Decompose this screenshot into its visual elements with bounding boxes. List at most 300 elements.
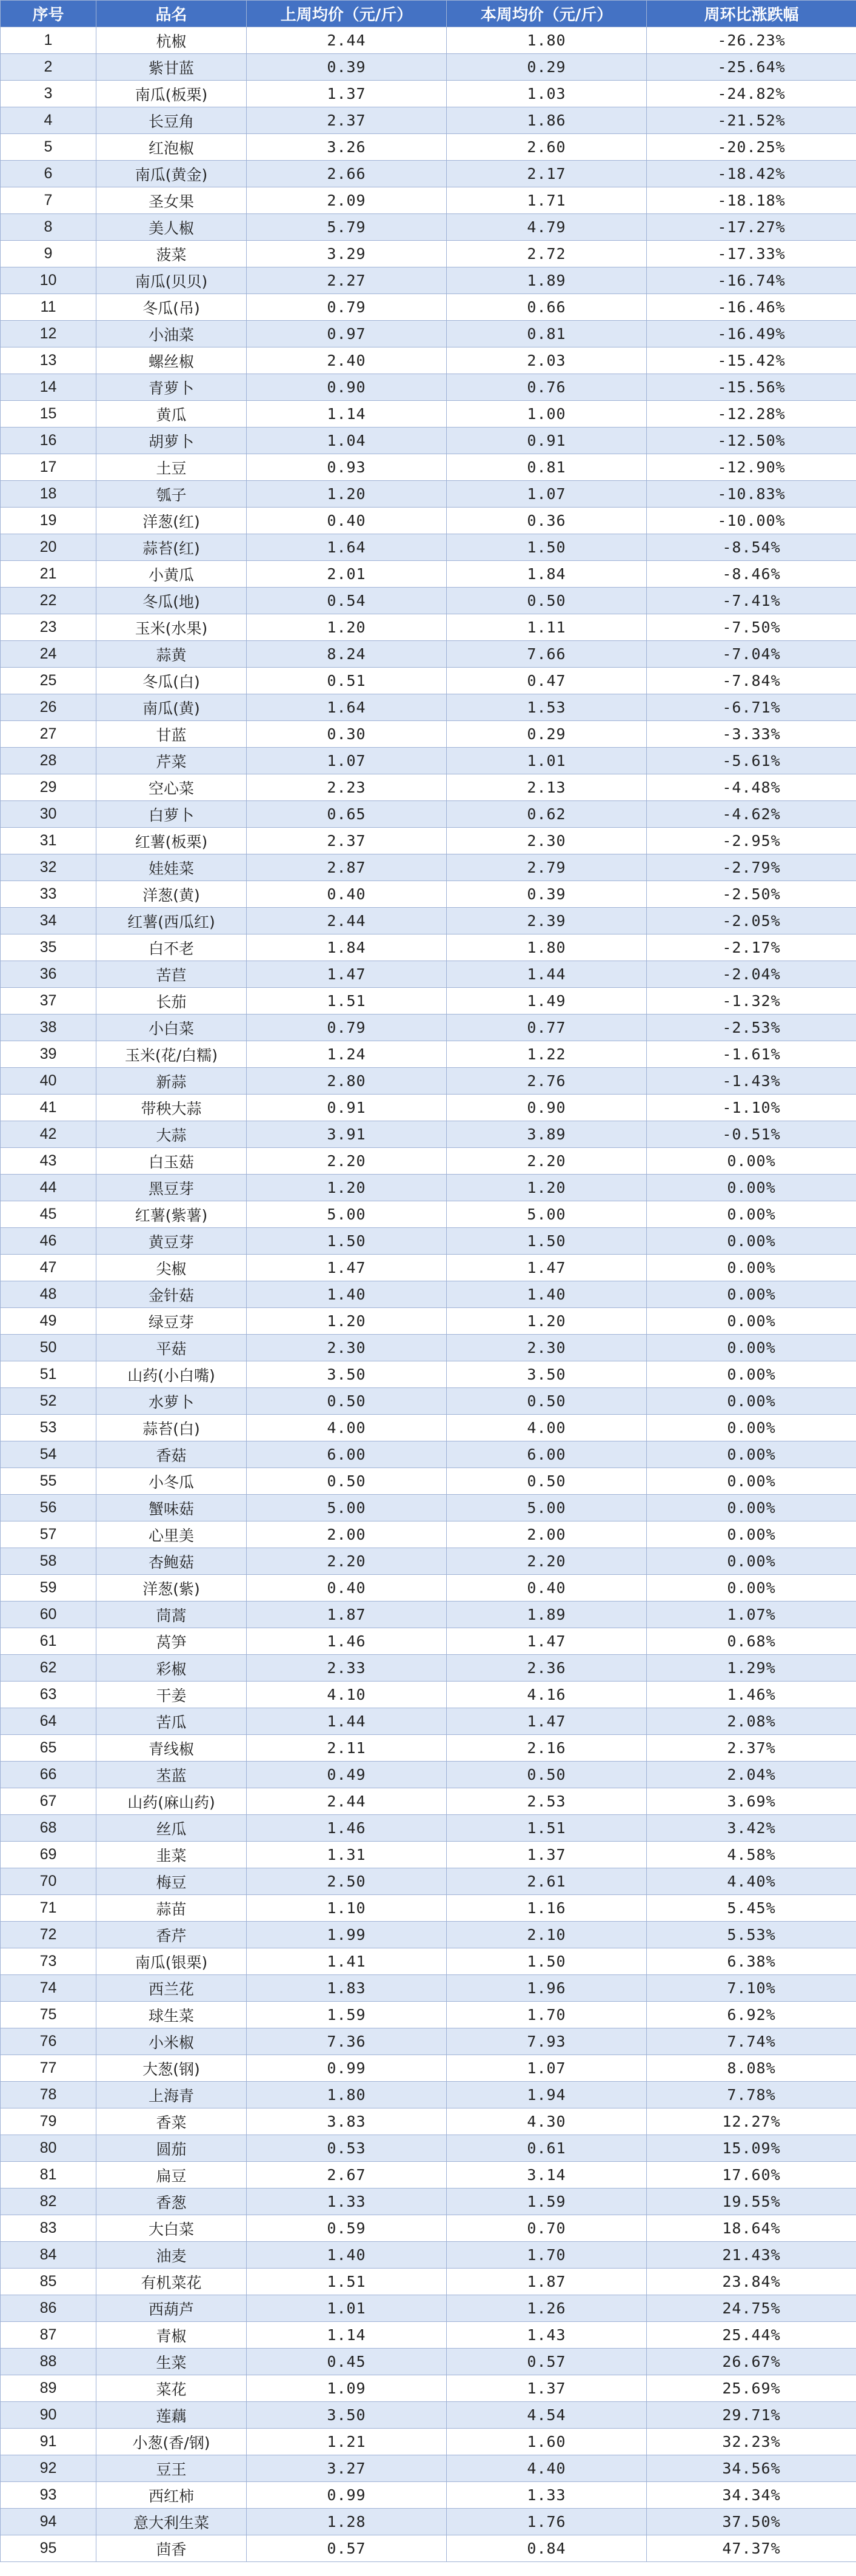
cell-seq: 18 xyxy=(1,481,96,508)
cell-seq: 31 xyxy=(1,828,96,854)
cell-last-week-price: 1.04 xyxy=(247,428,447,454)
table-row xyxy=(1,1521,856,1548)
cell-this-week-price: 2.79 xyxy=(447,854,647,881)
cell-last-week-price: 0.97 xyxy=(247,321,447,347)
cell-last-week-price: 1.51 xyxy=(247,988,447,1015)
cell-this-week-price: 1.03 xyxy=(447,81,647,107)
cell-change-pct: -4.62% xyxy=(647,801,856,828)
cell-seq: 6 xyxy=(1,161,96,187)
cell-this-week-price: 0.81 xyxy=(447,454,647,481)
cell-change-pct: 0.00% xyxy=(647,1361,856,1388)
cell-seq: 10 xyxy=(1,267,96,294)
cell-last-week-price: 1.09 xyxy=(247,2375,447,2402)
table-row xyxy=(1,2402,856,2429)
cell-this-week-price: 1.16 xyxy=(447,1895,647,1922)
table-row xyxy=(1,1121,856,1148)
cell-change-pct: 0.00% xyxy=(647,1548,856,1575)
cell-this-week-price: 0.91 xyxy=(447,428,647,454)
table-row xyxy=(1,828,856,854)
table-row xyxy=(1,454,856,481)
cell-seq: 77 xyxy=(1,2055,96,2082)
cell-change-pct: 26.67% xyxy=(647,2349,856,2375)
cell-change-pct: 1.29% xyxy=(647,1655,856,1682)
cell-last-week-price: 2.27 xyxy=(247,267,447,294)
cell-last-week-price: 6.00 xyxy=(247,1441,447,1468)
cell-change-pct: -2.17% xyxy=(647,934,856,961)
cell-last-week-price: 1.47 xyxy=(247,1255,447,1281)
cell-seq: 11 xyxy=(1,294,96,321)
cell-change-pct: 0.00% xyxy=(647,1575,856,1602)
cell-change-pct: -2.95% xyxy=(647,828,856,854)
header-product-name: 品名 xyxy=(96,1,247,27)
table-row xyxy=(1,1441,856,1468)
cell-product-name: 圣女果 xyxy=(96,187,247,214)
cell-last-week-price: 0.51 xyxy=(247,668,447,694)
cell-last-week-price: 0.30 xyxy=(247,721,447,748)
cell-last-week-price: 2.01 xyxy=(247,561,447,588)
cell-product-name: 南瓜(黄) xyxy=(96,694,247,721)
cell-seq: 64 xyxy=(1,1708,96,1735)
cell-this-week-price: 1.47 xyxy=(447,1255,647,1281)
cell-product-name: 冬瓜(吊) xyxy=(96,294,247,321)
cell-product-name: 空心菜 xyxy=(96,774,247,801)
cell-seq: 56 xyxy=(1,1495,96,1521)
cell-change-pct: -26.23% xyxy=(647,27,856,54)
cell-last-week-price: 1.46 xyxy=(247,1628,447,1655)
cell-change-pct: 2.08% xyxy=(647,1708,856,1735)
cell-seq: 58 xyxy=(1,1548,96,1575)
cell-this-week-price: 1.80 xyxy=(447,27,647,54)
cell-this-week-price: 1.26 xyxy=(447,2295,647,2322)
cell-seq: 44 xyxy=(1,1175,96,1201)
cell-this-week-price: 3.89 xyxy=(447,1121,647,1148)
cell-product-name: 香菇 xyxy=(96,1441,247,1468)
cell-seq: 47 xyxy=(1,1255,96,1281)
cell-change-pct: 0.00% xyxy=(647,1281,856,1308)
cell-change-pct: -1.61% xyxy=(647,1041,856,1068)
table-row xyxy=(1,2082,856,2108)
cell-product-name: 黄瓜 xyxy=(96,401,247,428)
cell-product-name: 白玉菇 xyxy=(96,1148,247,1175)
cell-change-pct: 3.69% xyxy=(647,1788,856,1815)
cell-last-week-price: 1.59 xyxy=(247,2002,447,2028)
table-row xyxy=(1,1842,856,1868)
cell-this-week-price: 0.62 xyxy=(447,801,647,828)
cell-product-name: 扁豆 xyxy=(96,2162,247,2189)
cell-seq: 72 xyxy=(1,1922,96,1948)
header-seq: 序号 xyxy=(1,1,96,27)
cell-last-week-price: 5.00 xyxy=(247,1201,447,1228)
cell-this-week-price: 0.50 xyxy=(447,1762,647,1788)
table-row xyxy=(1,854,856,881)
cell-change-pct: -6.71% xyxy=(647,694,856,721)
cell-this-week-price: 2.30 xyxy=(447,828,647,854)
table-row xyxy=(1,1468,856,1495)
cell-last-week-price: 0.93 xyxy=(247,454,447,481)
table-row xyxy=(1,561,856,588)
cell-product-name: 球生菜 xyxy=(96,2002,247,2028)
table-row xyxy=(1,294,856,321)
cell-product-name: 土豆 xyxy=(96,454,247,481)
cell-seq: 84 xyxy=(1,2242,96,2269)
cell-this-week-price: 2.00 xyxy=(447,1521,647,1548)
cell-product-name: 生菜 xyxy=(96,2349,247,2375)
cell-this-week-price: 6.00 xyxy=(447,1441,647,1468)
cell-last-week-price: 2.67 xyxy=(247,2162,447,2189)
cell-product-name: 香葱 xyxy=(96,2189,247,2215)
cell-product-name: 平菇 xyxy=(96,1335,247,1361)
cell-product-name: 豆王 xyxy=(96,2455,247,2482)
cell-product-name: 白萝卜 xyxy=(96,801,247,828)
cell-seq: 93 xyxy=(1,2482,96,2509)
table-row xyxy=(1,694,856,721)
cell-last-week-price: 4.10 xyxy=(247,1682,447,1708)
table-row xyxy=(1,774,856,801)
cell-this-week-price: 0.47 xyxy=(447,668,647,694)
cell-last-week-price: 1.28 xyxy=(247,2509,447,2535)
cell-product-name: 金针菇 xyxy=(96,1281,247,1308)
table-row xyxy=(1,321,856,347)
cell-seq: 95 xyxy=(1,2535,96,2562)
table-row xyxy=(1,2349,856,2375)
cell-seq: 30 xyxy=(1,801,96,828)
cell-change-pct: 0.68% xyxy=(647,1628,856,1655)
cell-product-name: 冬瓜(地) xyxy=(96,588,247,614)
table-row xyxy=(1,2215,856,2242)
cell-change-pct: 6.92% xyxy=(647,2002,856,2028)
cell-product-name: 红泡椒 xyxy=(96,134,247,161)
cell-this-week-price: 7.93 xyxy=(447,2028,647,2055)
cell-seq: 52 xyxy=(1,1388,96,1415)
cell-last-week-price: 0.39 xyxy=(247,54,447,81)
cell-last-week-price: 2.44 xyxy=(247,1788,447,1815)
table-row xyxy=(1,668,856,694)
table-row xyxy=(1,374,856,401)
cell-last-week-price: 5.79 xyxy=(247,214,447,241)
cell-seq: 76 xyxy=(1,2028,96,2055)
cell-change-pct: -10.00% xyxy=(647,508,856,534)
cell-change-pct: 0.00% xyxy=(647,1468,856,1495)
cell-seq: 14 xyxy=(1,374,96,401)
table-row xyxy=(1,508,856,534)
cell-seq: 85 xyxy=(1,2269,96,2295)
cell-last-week-price: 2.33 xyxy=(247,1655,447,1682)
cell-this-week-price: 2.20 xyxy=(447,1548,647,1575)
cell-this-week-price: 1.84 xyxy=(447,561,647,588)
cell-this-week-price: 1.44 xyxy=(447,961,647,988)
cell-this-week-price: 1.70 xyxy=(447,2002,647,2028)
cell-this-week-price: 2.30 xyxy=(447,1335,647,1361)
cell-seq: 66 xyxy=(1,1762,96,1788)
cell-change-pct: -12.90% xyxy=(647,454,856,481)
cell-product-name: 茼蒿 xyxy=(96,1602,247,1628)
table-row xyxy=(1,1281,856,1308)
table-row xyxy=(1,1868,856,1895)
cell-seq: 78 xyxy=(1,2082,96,2108)
table-row xyxy=(1,641,856,668)
cell-product-name: 上海青 xyxy=(96,2082,247,2108)
table-row xyxy=(1,2028,856,2055)
cell-product-name: 蟹味菇 xyxy=(96,1495,247,1521)
cell-product-name: 长茄 xyxy=(96,988,247,1015)
cell-seq: 15 xyxy=(1,401,96,428)
cell-last-week-price: 1.50 xyxy=(247,1228,447,1255)
cell-change-pct: -16.74% xyxy=(647,267,856,294)
table-row xyxy=(1,908,856,934)
cell-this-week-price: 1.37 xyxy=(447,2375,647,2402)
cell-seq: 23 xyxy=(1,614,96,641)
cell-seq: 70 xyxy=(1,1868,96,1895)
cell-seq: 43 xyxy=(1,1148,96,1175)
cell-change-pct: -5.61% xyxy=(647,748,856,774)
cell-change-pct: 17.60% xyxy=(647,2162,856,2189)
cell-product-name: 水萝卜 xyxy=(96,1388,247,1415)
cell-last-week-price: 1.87 xyxy=(247,1602,447,1628)
cell-last-week-price: 0.65 xyxy=(247,801,447,828)
cell-this-week-price: 1.22 xyxy=(447,1041,647,1068)
cell-this-week-price: 0.81 xyxy=(447,321,647,347)
header-this-week-avg-price: 本周均价（元/斤） xyxy=(447,1,647,27)
table-row xyxy=(1,2242,856,2269)
cell-seq: 46 xyxy=(1,1228,96,1255)
table-row xyxy=(1,1175,856,1201)
cell-product-name: 绿豆芽 xyxy=(96,1308,247,1335)
cell-change-pct: -1.43% xyxy=(647,1068,856,1095)
cell-this-week-price: 4.30 xyxy=(447,2108,647,2135)
cell-last-week-price: 0.40 xyxy=(247,1575,447,1602)
cell-this-week-price: 1.51 xyxy=(447,1815,647,1842)
cell-seq: 60 xyxy=(1,1602,96,1628)
cell-seq: 55 xyxy=(1,1468,96,1495)
cell-seq: 62 xyxy=(1,1655,96,1682)
cell-change-pct: 7.74% xyxy=(647,2028,856,2055)
cell-product-name: 蒜苗 xyxy=(96,1895,247,1922)
cell-this-week-price: 2.36 xyxy=(447,1655,647,1682)
cell-change-pct: -2.53% xyxy=(647,1015,856,1041)
cell-last-week-price: 1.31 xyxy=(247,1842,447,1868)
cell-this-week-price: 4.54 xyxy=(447,2402,647,2429)
cell-product-name: 山药(麻山药) xyxy=(96,1788,247,1815)
cell-this-week-price: 0.36 xyxy=(447,508,647,534)
table-row xyxy=(1,1788,856,1815)
cell-this-week-price: 1.53 xyxy=(447,694,647,721)
cell-change-pct: -0.51% xyxy=(647,1121,856,1148)
cell-seq: 90 xyxy=(1,2402,96,2429)
cell-change-pct: -16.49% xyxy=(647,321,856,347)
cell-product-name: 西兰花 xyxy=(96,1975,247,2002)
cell-change-pct: 7.78% xyxy=(647,2082,856,2108)
cell-this-week-price: 1.37 xyxy=(447,1842,647,1868)
cell-change-pct: -1.10% xyxy=(647,1095,856,1121)
cell-product-name: 带秧大蒜 xyxy=(96,1095,247,1121)
cell-last-week-price: 3.26 xyxy=(247,134,447,161)
cell-seq: 27 xyxy=(1,721,96,748)
cell-seq: 3 xyxy=(1,81,96,107)
cell-seq: 32 xyxy=(1,854,96,881)
cell-seq: 5 xyxy=(1,134,96,161)
cell-seq: 48 xyxy=(1,1281,96,1308)
cell-change-pct: 15.09% xyxy=(647,2135,856,2162)
cell-change-pct: 0.00% xyxy=(647,1415,856,1441)
cell-this-week-price: 2.72 xyxy=(447,241,647,267)
cell-last-week-price: 7.36 xyxy=(247,2028,447,2055)
table-row xyxy=(1,1628,856,1655)
cell-product-name: 有机菜花 xyxy=(96,2269,247,2295)
cell-this-week-price: 5.00 xyxy=(447,1201,647,1228)
cell-last-week-price: 1.51 xyxy=(247,2269,447,2295)
cell-seq: 49 xyxy=(1,1308,96,1335)
cell-product-name: 意大利生菜 xyxy=(96,2509,247,2535)
table-row xyxy=(1,27,856,54)
cell-last-week-price: 2.11 xyxy=(247,1735,447,1762)
table-row xyxy=(1,1602,856,1628)
header-last-week-avg-price: 上周均价（元/斤） xyxy=(247,1,447,27)
cell-this-week-price: 0.29 xyxy=(447,721,647,748)
cell-product-name: 梅豆 xyxy=(96,1868,247,1895)
cell-this-week-price: 1.59 xyxy=(447,2189,647,2215)
cell-seq: 17 xyxy=(1,454,96,481)
cell-seq: 82 xyxy=(1,2189,96,2215)
cell-change-pct: 23.84% xyxy=(647,2269,856,2295)
cell-this-week-price: 1.80 xyxy=(447,934,647,961)
cell-this-week-price: 2.13 xyxy=(447,774,647,801)
table-row xyxy=(1,1895,856,1922)
cell-change-pct: 2.04% xyxy=(647,1762,856,1788)
cell-seq: 75 xyxy=(1,2002,96,2028)
cell-product-name: 娃娃菜 xyxy=(96,854,247,881)
cell-last-week-price: 2.40 xyxy=(247,347,447,374)
cell-this-week-price: 0.61 xyxy=(447,2135,647,2162)
cell-product-name: 莲藕 xyxy=(96,2402,247,2429)
cell-last-week-price: 1.37 xyxy=(247,81,447,107)
cell-product-name: 黄豆芽 xyxy=(96,1228,247,1255)
table-row xyxy=(1,1975,856,2002)
table-row xyxy=(1,54,856,81)
cell-this-week-price: 0.39 xyxy=(447,881,647,908)
table-row xyxy=(1,1148,856,1175)
cell-seq: 13 xyxy=(1,347,96,374)
cell-this-week-price: 1.71 xyxy=(447,187,647,214)
cell-last-week-price: 1.41 xyxy=(247,1948,447,1975)
cell-product-name: 莴笋 xyxy=(96,1628,247,1655)
cell-change-pct: 0.00% xyxy=(647,1201,856,1228)
table-row xyxy=(1,1068,856,1095)
cell-last-week-price: 0.99 xyxy=(247,2482,447,2509)
cell-product-name: 小白菜 xyxy=(96,1015,247,1041)
cell-this-week-price: 0.76 xyxy=(447,374,647,401)
cell-this-week-price: 1.89 xyxy=(447,1602,647,1628)
table-row xyxy=(1,107,856,134)
cell-seq: 12 xyxy=(1,321,96,347)
cell-seq: 28 xyxy=(1,748,96,774)
cell-product-name: 南瓜(黄金) xyxy=(96,161,247,187)
cell-this-week-price: 1.50 xyxy=(447,1948,647,1975)
table-row xyxy=(1,214,856,241)
cell-this-week-price: 2.17 xyxy=(447,161,647,187)
cell-product-name: 红薯(西瓜红) xyxy=(96,908,247,934)
cell-last-week-price: 1.24 xyxy=(247,1041,447,1068)
cell-this-week-price: 2.10 xyxy=(447,1922,647,1948)
table-row xyxy=(1,1335,856,1361)
table-row xyxy=(1,1361,856,1388)
cell-product-name: 大白菜 xyxy=(96,2215,247,2242)
cell-this-week-price: 5.00 xyxy=(447,1495,647,1521)
cell-change-pct: -17.33% xyxy=(647,241,856,267)
cell-change-pct: 37.50% xyxy=(647,2509,856,2535)
cell-seq: 73 xyxy=(1,1948,96,1975)
cell-seq: 88 xyxy=(1,2349,96,2375)
cell-product-name: 青椒 xyxy=(96,2322,247,2349)
cell-this-week-price: 1.07 xyxy=(447,481,647,508)
cell-product-name: 青线椒 xyxy=(96,1735,247,1762)
cell-last-week-price: 1.33 xyxy=(247,2189,447,2215)
cell-product-name: 螺丝椒 xyxy=(96,347,247,374)
cell-product-name: 玉米(水果) xyxy=(96,614,247,641)
table-row xyxy=(1,347,856,374)
cell-change-pct: 25.69% xyxy=(647,2375,856,2402)
cell-this-week-price: 3.50 xyxy=(447,1361,647,1388)
cell-seq: 61 xyxy=(1,1628,96,1655)
cell-change-pct: -2.05% xyxy=(647,908,856,934)
cell-product-name: 洋葱(黄) xyxy=(96,881,247,908)
cell-this-week-price: 2.76 xyxy=(447,1068,647,1095)
cell-seq: 67 xyxy=(1,1788,96,1815)
cell-this-week-price: 1.94 xyxy=(447,2082,647,2108)
cell-this-week-price: 2.61 xyxy=(447,1868,647,1895)
cell-change-pct: -2.04% xyxy=(647,961,856,988)
cell-change-pct: 4.40% xyxy=(647,1868,856,1895)
header-week-on-week-change: 周环比涨跌幅 xyxy=(647,1,856,27)
cell-this-week-price: 1.47 xyxy=(447,1708,647,1735)
cell-change-pct: 47.37% xyxy=(647,2535,856,2562)
cell-change-pct: -2.50% xyxy=(647,881,856,908)
cell-last-week-price: 1.14 xyxy=(247,2322,447,2349)
cell-seq: 81 xyxy=(1,2162,96,2189)
cell-seq: 86 xyxy=(1,2295,96,2322)
cell-change-pct: -1.32% xyxy=(647,988,856,1015)
cell-product-name: 洋葱(红) xyxy=(96,508,247,534)
cell-product-name: 美人椒 xyxy=(96,214,247,241)
cell-this-week-price: 1.43 xyxy=(447,2322,647,2349)
cell-seq: 53 xyxy=(1,1415,96,1441)
table-row xyxy=(1,1735,856,1762)
table-row xyxy=(1,1922,856,1948)
cell-seq: 40 xyxy=(1,1068,96,1095)
cell-product-name: 尖椒 xyxy=(96,1255,247,1281)
cell-last-week-price: 1.47 xyxy=(247,961,447,988)
cell-product-name: 紫甘蓝 xyxy=(96,54,247,81)
cell-change-pct: 0.00% xyxy=(647,1521,856,1548)
table-row xyxy=(1,1095,856,1121)
cell-product-name: 韭菜 xyxy=(96,1842,247,1868)
table-row xyxy=(1,2509,856,2535)
cell-this-week-price: 2.39 xyxy=(447,908,647,934)
cell-last-week-price: 8.24 xyxy=(247,641,447,668)
cell-seq: 41 xyxy=(1,1095,96,1121)
cell-seq: 1 xyxy=(1,27,96,54)
cell-change-pct: 24.75% xyxy=(647,2295,856,2322)
cell-seq: 34 xyxy=(1,908,96,934)
cell-change-pct: 6.38% xyxy=(647,1948,856,1975)
cell-change-pct: 0.00% xyxy=(647,1388,856,1415)
cell-seq: 54 xyxy=(1,1441,96,1468)
cell-change-pct: -12.50% xyxy=(647,428,856,454)
table-row xyxy=(1,2482,856,2509)
cell-product-name: 丝瓜 xyxy=(96,1815,247,1842)
cell-last-week-price: 0.90 xyxy=(247,374,447,401)
cell-seq: 83 xyxy=(1,2215,96,2242)
cell-product-name: 红薯(紫薯) xyxy=(96,1201,247,1228)
